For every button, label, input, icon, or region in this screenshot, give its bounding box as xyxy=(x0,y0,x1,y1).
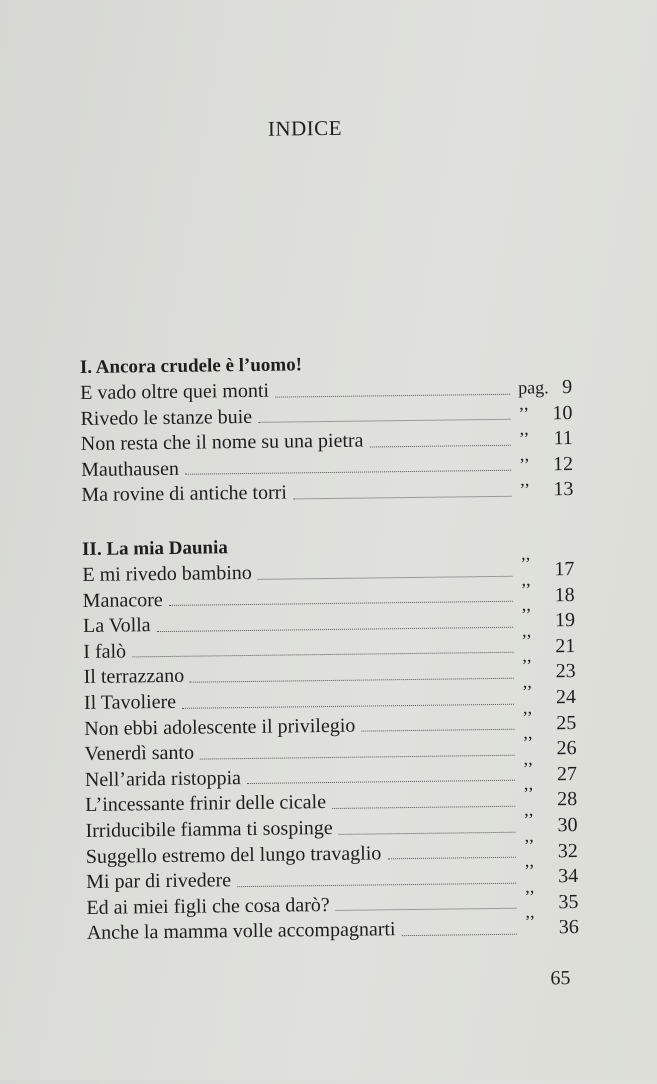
dot-leader xyxy=(157,627,513,632)
toc-entry-title: L’incessante frinir delle cicale xyxy=(85,791,327,817)
toc-entry-title: Ma rovine di antiche torri xyxy=(81,481,288,507)
toc-entry-page-prefix: ’’ xyxy=(519,479,531,501)
toc-entry-title: Venerdì santo xyxy=(84,741,195,766)
dot-leader xyxy=(336,908,517,911)
toc-entry-page-number: 21 xyxy=(555,634,576,658)
toc-entry-page-number: 25 xyxy=(556,711,577,734)
page-number: 65 xyxy=(550,967,571,990)
toc-entry-title: Non ebbi adolescente il privilegio xyxy=(84,714,356,740)
toc-entry-page-number: 28 xyxy=(557,788,578,811)
toc-entry-page-prefix: ’’ xyxy=(524,911,536,932)
toc-entry xyxy=(81,477,573,509)
dot-leader xyxy=(339,831,516,834)
toc-entry-title: La Volla xyxy=(82,614,151,638)
toc-entry-page-number: 36 xyxy=(558,916,579,939)
toc-entry-page-prefix: ’’ xyxy=(518,403,530,424)
toc-entry-list xyxy=(80,375,574,509)
dot-leader xyxy=(182,703,514,708)
dot-leader xyxy=(402,934,517,936)
dot-leader xyxy=(387,857,516,860)
toc-section-2 xyxy=(82,531,579,947)
toc-entry-page-number: 17 xyxy=(554,557,575,581)
toc-entry-page-prefix: ’’ xyxy=(524,886,536,907)
toc-entry-page-number: 35 xyxy=(558,890,579,913)
dot-leader xyxy=(258,419,510,423)
toc-entry-page-prefix: ’’ xyxy=(521,681,533,702)
toc-entry-page-number: 13 xyxy=(553,478,574,501)
dot-leader xyxy=(332,806,515,809)
dot-leader xyxy=(275,393,510,397)
toc-entry-page-number: 32 xyxy=(557,839,578,862)
dot-leader xyxy=(361,729,514,732)
toc-entry-page-number: 18 xyxy=(554,583,575,606)
toc-entry-page-prefix: ’’ xyxy=(518,428,530,449)
toc-entry-title: Rivedo le stanze buie xyxy=(80,405,253,430)
toc-entry-list xyxy=(82,553,579,947)
dot-leader xyxy=(258,575,513,579)
toc-entry-page-number: 24 xyxy=(555,685,577,709)
toc-entry-title: Irriducibile fiamma ti sospinge xyxy=(85,816,333,842)
toc-entry-page-prefix: ’’ xyxy=(523,860,535,881)
toc-entry-title: Il terrazzano xyxy=(83,665,185,689)
dot-leader xyxy=(237,882,516,886)
toc-entry-title: Il Tavoliere xyxy=(83,690,177,714)
toc-entry-page-prefix: ’’ xyxy=(521,655,533,677)
toc-entry-title: Non resta che il nome su una pietra xyxy=(80,429,364,456)
toc-entry-page-prefix: pag. xyxy=(518,377,549,398)
page-title: INDICE xyxy=(267,115,343,141)
dot-leader xyxy=(185,470,511,475)
toc-entry-page-prefix: ’’ xyxy=(522,732,534,753)
toc-entry-page-number: 34 xyxy=(557,865,579,888)
toc-entry xyxy=(86,911,579,947)
toc-entry-title: Mauthausen xyxy=(80,457,180,481)
toc-entry-title: Nell’arida ristoppia xyxy=(84,766,242,791)
section-heading: I. Ancora crudele è l’uomo! xyxy=(79,354,303,379)
toc-entry-page-prefix: ’’ xyxy=(520,579,532,600)
toc-entry-title: I falò xyxy=(83,640,127,663)
toc-entry-page-prefix: ’’ xyxy=(521,630,533,651)
toc-entry-page-prefix: ’’ xyxy=(522,783,534,804)
toc-section-1 xyxy=(80,349,574,509)
toc-entry-title: Suggello estremo del lungo travaglio xyxy=(85,841,382,868)
toc-entry-page-prefix: ’’ xyxy=(523,809,535,830)
dot-leader xyxy=(132,652,513,658)
toc-entry-page-number: 23 xyxy=(555,660,576,683)
toc-entry-title: E mi rivedo bambino xyxy=(82,561,252,587)
toc-entry-page-prefix: ’’ xyxy=(520,604,532,625)
toc-entry-page-number: 19 xyxy=(554,609,576,632)
dot-leader xyxy=(169,601,513,606)
toc-entry-page-number: 10 xyxy=(552,401,573,424)
toc-entry-page-prefix: ’’ xyxy=(522,758,534,779)
toc-entry-title: Anche la mamma volle accompagnarti xyxy=(86,918,396,945)
section-heading: II. La mia Daunia xyxy=(81,537,228,561)
toc-entry-page-number: 26 xyxy=(556,737,577,760)
toc-entry-page-number: 30 xyxy=(557,813,578,837)
toc-entry-page-number: 27 xyxy=(556,762,578,785)
toc-entry-page-number: 11 xyxy=(553,427,573,450)
toc-entry-page-number: 12 xyxy=(552,452,574,476)
toc-entry-page-prefix: ’’ xyxy=(520,553,532,574)
toc-entry-page-number: 9 xyxy=(562,376,573,399)
toc-entry-title: Manacore xyxy=(82,588,163,612)
toc-entry-page-prefix: ’’ xyxy=(522,707,533,728)
dot-leader xyxy=(247,780,515,784)
toc-entry-title: Mi par di rivedere xyxy=(86,869,232,894)
dot-leader xyxy=(370,445,511,448)
toc-entry-title: Ed ai miei figli che cosa darò? xyxy=(86,893,330,919)
toc-entry-title: E vado oltre quei monti xyxy=(80,379,270,405)
toc-entry-page-prefix: ’’ xyxy=(518,454,530,475)
dot-leader xyxy=(200,754,515,759)
toc-entry-page-prefix: ’’ xyxy=(523,835,535,856)
dot-leader xyxy=(293,496,511,500)
dot-leader xyxy=(190,678,514,683)
